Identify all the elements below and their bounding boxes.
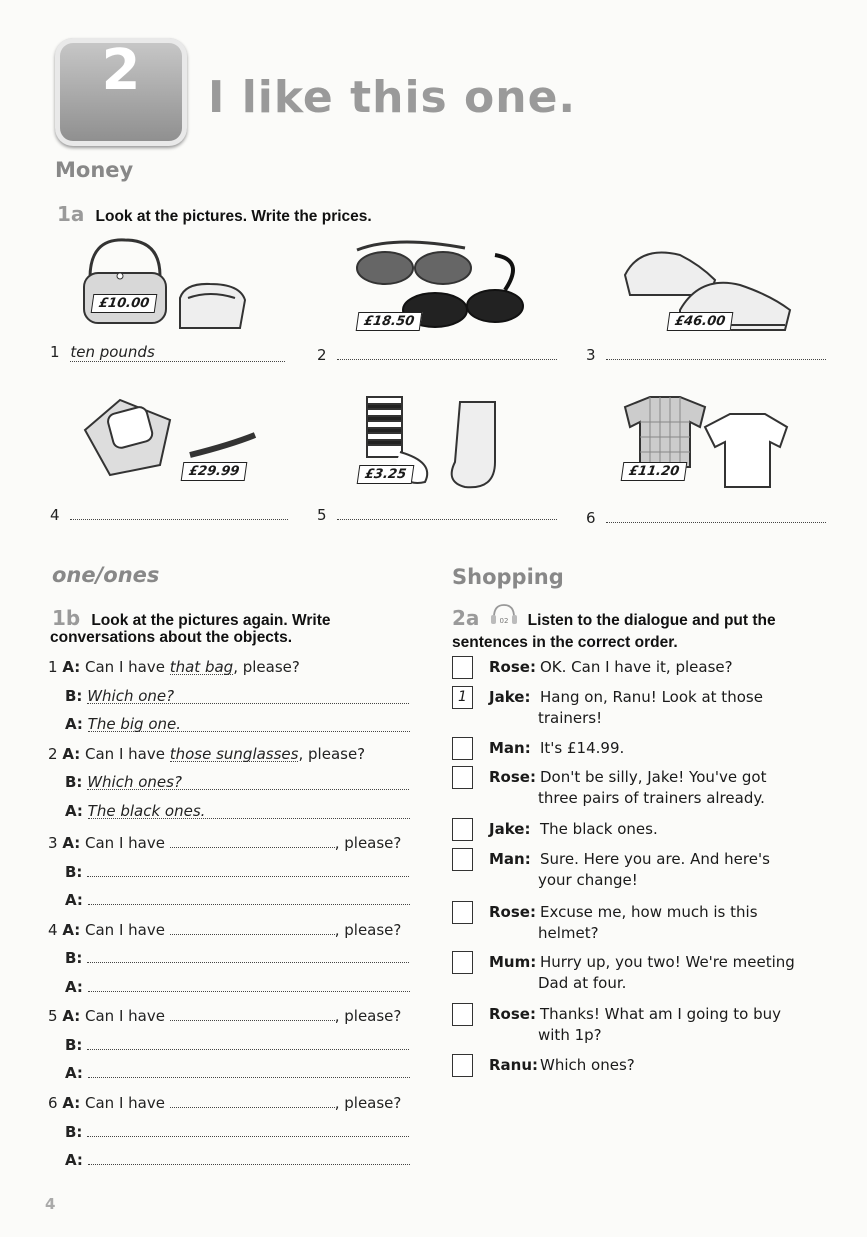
answer-5: 5 [317, 503, 557, 524]
unit-badge [55, 38, 187, 146]
dialogue-line-continued: your change! [538, 871, 638, 889]
dialogue-line: It's £14.99. [540, 739, 625, 757]
answer-1: 1 ten pounds [50, 343, 285, 362]
conversation-3-a2: A: [65, 888, 410, 909]
price-tag-2: £18.50 [356, 312, 423, 331]
order-box-10[interactable] [452, 1054, 473, 1077]
conversation-1-a1-field[interactable]: that bag [169, 658, 234, 676]
dialogue-line-continued: trainers! [538, 709, 603, 727]
audio-track-number: 02 [499, 617, 508, 625]
conversation-6-a1-field[interactable] [170, 1091, 335, 1108]
dialogue-speaker: Jake: [489, 688, 531, 706]
conversation-4-a2-field[interactable] [88, 975, 410, 992]
section-title-shopping: Shopping [452, 565, 564, 589]
page-number: 4 [45, 1195, 56, 1213]
conversation-1-a2-field[interactable]: The big one. [88, 715, 410, 732]
conversation-2-a1-field[interactable]: those sunglasses [169, 744, 299, 763]
exercise-1a-heading [57, 202, 372, 226]
unit-number: 2 [101, 38, 141, 103]
dialogue-line: Which ones? [540, 1056, 635, 1074]
section-title-money: Money [55, 158, 134, 182]
bag-illustration [70, 228, 270, 333]
price-tag-5: £3.25 [357, 465, 415, 484]
conversation-2-a1: 2 A: Can I have those sunglasses, please? [48, 744, 366, 763]
dialogue-line: Excuse me, how much is this [540, 903, 758, 921]
dialogue-line: Don't be silly, Jake! You've got [540, 768, 767, 786]
answer-5-field[interactable] [337, 503, 557, 520]
conversation-4-a1: 4 A: Can I have , please? [48, 918, 401, 939]
conversation-4-b: B: [65, 946, 409, 967]
conversation-5-b: B: [65, 1033, 409, 1054]
dialogue-line-continued: with 1p? [538, 1026, 602, 1044]
dialogue-speaker: Rose: [489, 903, 536, 921]
conversation-6-b: B: [65, 1120, 409, 1141]
dialogue-line: The black ones. [540, 820, 658, 838]
conversation-6-a1: 6 A: Can I have , please? [48, 1091, 401, 1112]
audio-icon[interactable] [489, 607, 519, 627]
dialogue-speaker: Mum: [489, 953, 537, 971]
order-box-3[interactable] [452, 737, 473, 760]
conversation-2-a2-field[interactable]: The black ones. [88, 802, 410, 819]
conversation-5-a1: 5 A: Can I have , please? [48, 1004, 401, 1025]
conversation-3-a1: 3 A: Can I have , please? [48, 831, 401, 852]
conversation-2-a2: A: The black ones. [65, 802, 410, 820]
order-box-7[interactable] [452, 901, 473, 924]
conversation-6-b-field[interactable] [87, 1120, 409, 1137]
exercise-2a-instruction-line2: sentences in the correct order. [452, 634, 678, 651]
order-box-9[interactable] [452, 1003, 473, 1026]
answer-2-field[interactable] [337, 343, 557, 360]
answer-1-field[interactable]: ten pounds [70, 343, 285, 362]
dialogue-line: Thanks! What am I going to buy [540, 1005, 781, 1023]
answer-3: 3 [586, 343, 826, 364]
conversation-1-a1: 1 A: Can I have that bag, please? [48, 658, 300, 676]
conversation-4-b-field[interactable] [87, 946, 409, 963]
conversation-3-b: B: [65, 860, 409, 881]
exercise-1b-instruction-line2: conversations about the objects. [50, 629, 293, 646]
answer-4-field[interactable] [70, 503, 288, 520]
exercise-number: 1a [57, 202, 85, 226]
conversation-3-b-field[interactable] [87, 860, 409, 877]
price-tag-4: £29.99 [181, 462, 248, 481]
order-box-4[interactable] [452, 766, 473, 789]
dialogue-line: OK. Can I have it, please? [540, 658, 733, 676]
order-box-2[interactable]: 1 [452, 686, 473, 709]
price-tag-3: £46.00 [667, 312, 734, 331]
dialogue-speaker: Jake: [489, 820, 531, 838]
dialogue-speaker: Rose: [489, 768, 536, 786]
dialogue-speaker: Ranu: [489, 1056, 539, 1074]
unit-title: I like this one. [208, 72, 577, 123]
answer-2: 2 [317, 343, 557, 364]
order-box-6[interactable] [452, 848, 473, 871]
price-tag-1: £10.00 [91, 294, 158, 313]
section-title-one-ones: one/ones [52, 563, 160, 587]
dialogue-speaker: Man: [489, 739, 531, 757]
conversation-1-a2: A: The big one. [65, 715, 410, 733]
dialogue-line-continued: helmet? [538, 924, 599, 942]
conversation-5-a1-field[interactable] [170, 1004, 335, 1021]
dialogue-line-continued: three pairs of trainers already. [538, 789, 765, 807]
dialogue-speaker: Man: [489, 850, 531, 868]
answer-3-field[interactable] [606, 343, 826, 360]
order-box-1[interactable] [452, 656, 473, 679]
conversation-1-b: B: Which one? [65, 687, 409, 705]
conversation-5-a2: A: [65, 1061, 410, 1082]
dialogue-line: Hang on, Ranu! Look at those [540, 688, 763, 706]
answer-4: 4 [50, 503, 288, 524]
conversation-2-b: B: Which ones? [65, 773, 409, 791]
exercise-1b-heading: 1b Look at the pictures again. Write [52, 606, 331, 630]
exercise-instruction: Look at the pictures. Write the prices. [95, 208, 372, 225]
dialogue-speaker: Rose: [489, 1005, 536, 1023]
conversation-6-a2-field[interactable] [88, 1148, 410, 1165]
exercise-2a-heading: 2a 02 Listen to the dialogue and put the [452, 606, 776, 630]
conversation-6-a2: A: [65, 1148, 410, 1169]
conversation-4-a1-field[interactable] [170, 918, 335, 935]
dialogue-line-continued: Dad at four. [538, 974, 627, 992]
conversation-2-b-field[interactable]: Which ones? [87, 773, 409, 790]
answer-6: 6 [586, 506, 826, 527]
order-box-5[interactable] [452, 818, 473, 841]
conversation-4-a2: A: [65, 975, 410, 996]
dialogue-speaker: Rose: [489, 658, 536, 676]
price-tag-6: £11.20 [621, 462, 688, 481]
answer-6-field[interactable] [606, 506, 826, 523]
conversation-3-a2-field[interactable] [88, 888, 410, 905]
dialogue-line: Sure. Here you are. And here's [540, 850, 770, 868]
order-box-8[interactable] [452, 951, 473, 974]
conversation-1-b-field[interactable]: Which one? [87, 687, 409, 704]
dialogue-line: Hurry up, you two! We're meeting [540, 953, 795, 971]
conversation-5-b-field[interactable] [87, 1033, 409, 1050]
conversation-5-a2-field[interactable] [88, 1061, 410, 1078]
conversation-3-a1-field[interactable] [170, 831, 335, 848]
